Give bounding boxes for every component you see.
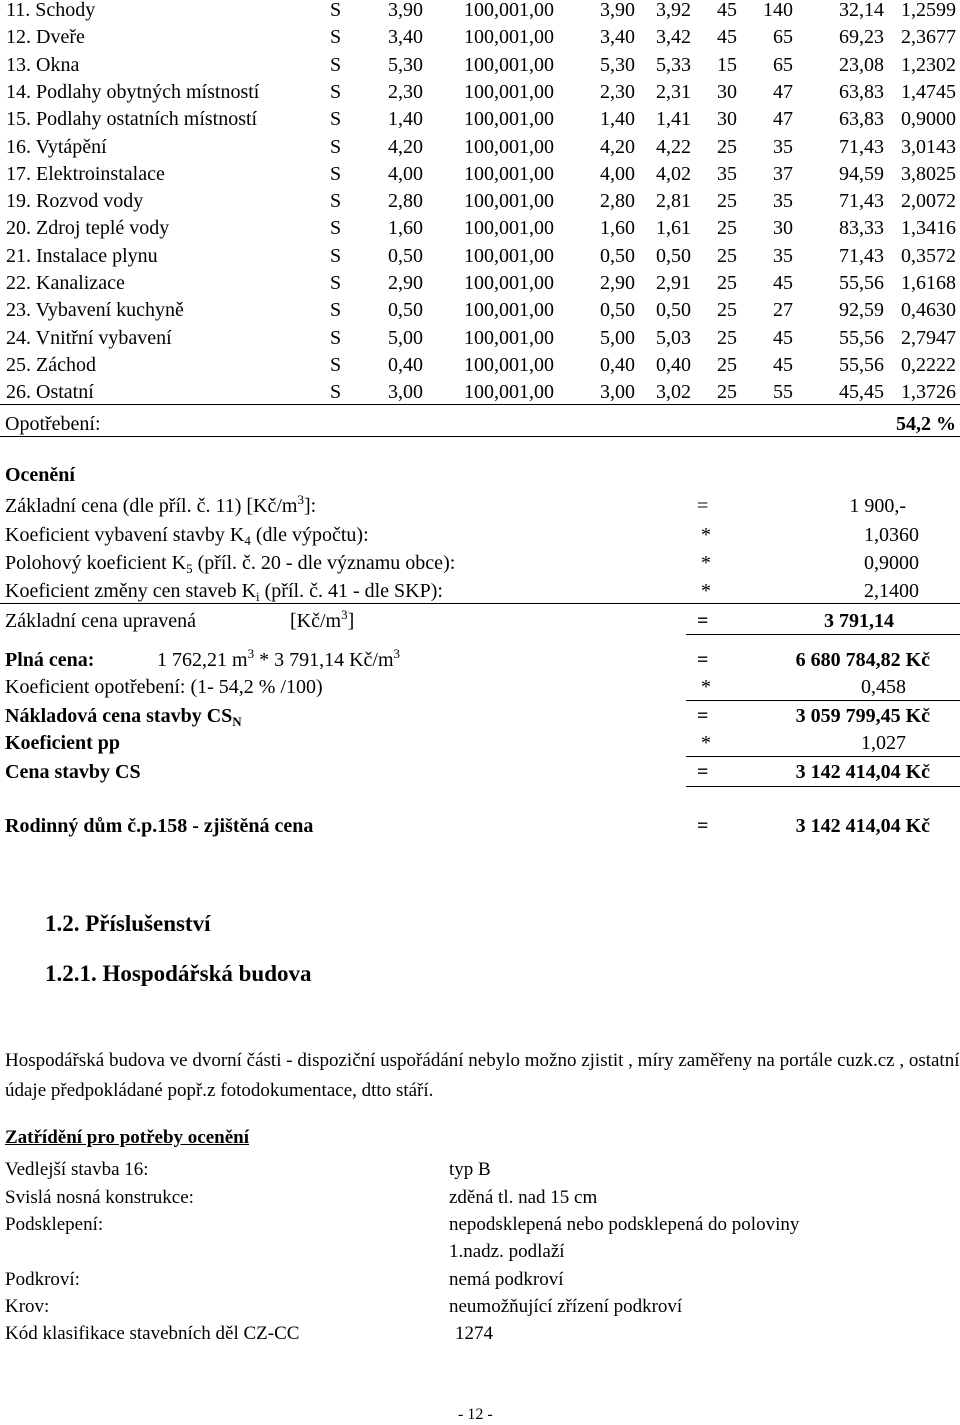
row-value-3: 1,00: [519, 80, 554, 103]
house-price-label: Rodinný dům č.p.158 - zjištěná cena: [5, 815, 314, 837]
pp-label: Koeficient pp: [5, 732, 120, 754]
row-value-3: 1,00: [519, 0, 554, 21]
base-price-op: =: [697, 495, 709, 517]
table-row: [0, 27, 960, 54]
row-value-5: 4,22: [656, 135, 691, 158]
row-value-2: 100,00: [464, 0, 519, 21]
row-value-9: 0,9000: [901, 108, 956, 131]
row-value-3: 1,00: [519, 299, 554, 322]
row-value-2: 100,00: [464, 162, 519, 185]
row-name: 21. Instalace plynu: [6, 244, 158, 267]
wear-rule: [0, 436, 960, 437]
row-value-3: 1,00: [519, 53, 554, 76]
full-price-label: Plná cena:: [5, 649, 95, 671]
row-code: S: [330, 108, 342, 131]
adjusted-op: =: [697, 610, 709, 632]
row-value-7: 45: [773, 272, 793, 294]
row-value-4: 0,40: [600, 353, 635, 376]
row-value-1: 4,00: [388, 162, 423, 185]
row-value-1: 2,80: [388, 190, 423, 213]
row-value-2: 100,00: [464, 299, 519, 322]
row-value-9: 3,0143: [901, 135, 956, 158]
row-value-1: 0,50: [388, 244, 423, 267]
cost-label: Nákladová cena stavby $CS_N$: [5, 705, 242, 729]
row-value-9: 2,3677: [901, 26, 956, 49]
subtotal-rule: [0, 603, 960, 604]
row-value-6: 25: [717, 190, 737, 213]
row-value-2: 100,00: [464, 190, 519, 213]
row-value-5: 2,91: [656, 272, 691, 294]
row-name: 12. Dveře: [6, 26, 85, 49]
row-code: S: [330, 244, 342, 267]
row-value-5: 1,41: [656, 108, 691, 131]
table-row: [0, 246, 960, 273]
row-value-8: 92,59: [839, 299, 884, 322]
row-value-4: 4,20: [600, 135, 635, 158]
row-value-8: 94,59: [839, 162, 884, 185]
row-value-2: 100,00: [464, 244, 519, 267]
class-value-0: typ B: [449, 1159, 491, 1180]
full-price-calc: 1 762,21 $m^3 * 3$ 791,14 $Kč/m^3$: [157, 646, 400, 671]
row-name: 15. Podlahy ostatních místností: [6, 108, 258, 131]
subsection-heading: 1.2.1. Hospodářská budova: [45, 961, 312, 986]
cs-value: 3 142 414,04 Kč: [795, 761, 930, 783]
row-value-7: 35: [773, 244, 793, 267]
base-price-value: 1 900,-: [849, 495, 906, 517]
pp-op: *: [701, 732, 711, 754]
row-value-4: 3,90: [600, 0, 635, 21]
class-label-2: Podsklepení:: [5, 1214, 104, 1235]
adjusted-rule: [686, 634, 960, 635]
row-value-8: 69,23: [839, 26, 884, 49]
class-value-1: zděná tl. nad 15 cm: [449, 1187, 598, 1208]
row-value-5: 2,81: [656, 190, 691, 213]
row-value-6: 15: [717, 53, 737, 76]
house-price-value: 3 142 414,04 Kč: [795, 815, 930, 837]
row-value-6: 30: [717, 108, 737, 131]
row-value-5: 2,31: [656, 80, 691, 103]
row-value-2: 100,00: [464, 26, 519, 49]
row-value-8: 23,08: [839, 53, 884, 76]
wear-label: Opotřebení:: [5, 413, 101, 435]
row-value-4: 0,50: [600, 299, 635, 322]
base-price-label: Základní cena (dle příl. č. 11) $[Kč/m^3]$:: [5, 492, 317, 517]
table-row: [0, 355, 960, 382]
table-row: [0, 328, 960, 355]
row-value-5: 3,92: [656, 0, 691, 21]
row-value-5: 5,03: [656, 326, 691, 349]
class-value-2: nepodsklepená nebo podsklepená do poloviny: [449, 1214, 800, 1235]
row-value-6: 25: [717, 326, 737, 349]
row-value-9: 0,3572: [901, 244, 956, 267]
k5-op: *: [701, 552, 711, 574]
row-value-5: 3,42: [656, 26, 691, 49]
class-label-3: Podkroví:: [5, 1269, 80, 1290]
row-value-2: 100,00: [464, 353, 519, 376]
row-value-1: 3,00: [388, 381, 423, 404]
row-value-1: 3,40: [388, 26, 423, 49]
row-value-3: 1,00: [519, 217, 554, 240]
row-value-6: 25: [717, 244, 737, 267]
row-value-9: 1,3726: [901, 381, 956, 404]
row-value-6: 25: [717, 135, 737, 158]
k4-op: *: [701, 524, 711, 546]
row-value-3: 1,00: [519, 353, 554, 376]
row-code: S: [330, 381, 342, 404]
row-name: 22. Kanalizace: [6, 272, 125, 294]
row-value-9: 1,6168: [901, 272, 956, 294]
row-code: S: [330, 326, 342, 349]
k5-label: Polohový koeficient $K_5$ (příl. č. 20 - dle významu obce):: [5, 552, 456, 576]
row-value-1: 3,90: [388, 0, 423, 21]
row-value-1: 2,90: [388, 272, 423, 294]
row-value-8: 55,56: [839, 326, 884, 349]
row-value-8: 63,83: [839, 108, 884, 131]
row-value-9: 0,2222: [901, 353, 956, 376]
cost-value: 3 059 799,45 Kč: [795, 705, 930, 727]
row-value-2: 100,00: [464, 272, 519, 294]
row-value-4: 2,30: [600, 80, 635, 103]
table-row: [0, 82, 960, 109]
row-value-3: 1,00: [519, 190, 554, 213]
table-row: [0, 137, 960, 164]
row-value-7: 65: [773, 26, 793, 49]
row-code: S: [330, 162, 342, 185]
class-label-5: Kód klasifikace stavebních děl CZ-CC: [5, 1323, 300, 1344]
cs-label: Cena stavby CS: [5, 761, 141, 783]
row-value-4: 5,30: [600, 53, 635, 76]
row-value-7: 45: [773, 326, 793, 349]
row-value-7: 47: [773, 80, 793, 103]
ki-value: 2,1400: [864, 580, 919, 602]
wear-value: 54,2 %: [896, 413, 956, 435]
class-label-0: Vedlejší stavba 16:: [5, 1159, 149, 1180]
row-value-1: 0,50: [388, 299, 423, 322]
row-code: S: [330, 190, 342, 213]
cost-op: =: [697, 705, 709, 727]
row-name: 23. Vybavení kuchyně: [6, 299, 184, 322]
row-value-4: 2,90: [600, 272, 635, 294]
row-value-4: 5,00: [600, 326, 635, 349]
row-value-6: 25: [717, 272, 737, 294]
row-value-7: 140: [763, 0, 793, 21]
row-value-1: 5,00: [388, 326, 423, 349]
ki-op: *: [701, 580, 711, 602]
row-value-2: 100,00: [464, 326, 519, 349]
cs-op: =: [697, 761, 709, 783]
row-value-7: 35: [773, 190, 793, 213]
row-name: 13. Okna: [6, 53, 80, 76]
row-code: S: [330, 217, 342, 240]
row-value-6: 30: [717, 80, 737, 103]
row-value-8: 63,83: [839, 80, 884, 103]
table-row: [0, 218, 960, 245]
row-value-4: 4,00: [600, 162, 635, 185]
class-label-4: Krov:: [5, 1296, 50, 1317]
row-value-3: 1,00: [519, 326, 554, 349]
class-value-4: neumožňující zřízení podkroví: [449, 1296, 683, 1317]
row-value-1: 4,20: [388, 135, 423, 158]
class-value-5: 1274: [455, 1323, 493, 1344]
row-value-2: 100,00: [464, 217, 519, 240]
row-value-2: 100,00: [464, 381, 519, 404]
row-name: 25. Záchod: [6, 353, 96, 376]
page-number: - 12 -: [458, 1406, 493, 1423]
row-value-8: 71,43: [839, 244, 884, 267]
wear-coef-label: Koeficient opotřebení: (1- 54,2 % /100): [5, 676, 323, 698]
row-value-2: 100,00: [464, 53, 519, 76]
row-name: 26. Ostatní: [6, 381, 94, 404]
adjusted-unit: $[Kč/m^3]$: [290, 607, 355, 632]
row-value-3: 1,00: [519, 162, 554, 185]
row-value-1: 2,30: [388, 80, 423, 103]
row-name: 11. Schody: [6, 0, 96, 21]
row-value-3: 1,00: [519, 381, 554, 404]
row-value-1: 0,40: [388, 353, 423, 376]
row-code: S: [330, 80, 342, 103]
classification-heading: Zatřídění pro potřeby ocenění: [5, 1127, 250, 1148]
row-value-5: 3,02: [656, 381, 691, 404]
full-price-value: 6 680 784,82 Kč: [795, 649, 930, 671]
row-value-9: 1,2302: [901, 53, 956, 76]
row-value-7: 30: [773, 217, 793, 240]
wear-coef-value: 0,458: [861, 676, 906, 698]
row-value-8: 71,43: [839, 190, 884, 213]
row-value-7: 27: [773, 299, 793, 322]
row-value-4: 0,50: [600, 244, 635, 267]
row-value-9: 2,0072: [901, 190, 956, 213]
k5-value: 0,9000: [864, 552, 919, 574]
adjusted-label: Základní cena upravená: [5, 610, 197, 632]
pp-value: 1,027: [861, 732, 906, 754]
row-value-8: 55,56: [839, 353, 884, 376]
adjusted-value: 3 791,14: [824, 610, 894, 632]
row-value-5: 0,50: [656, 299, 691, 322]
row-name: 19. Rozvod vody: [6, 190, 144, 213]
k4-value: 1,0360: [864, 524, 919, 546]
row-value-6: 25: [717, 381, 737, 404]
row-value-7: 37: [773, 162, 793, 185]
row-name: 17. Elektroinstalace: [6, 162, 165, 185]
table-row: [0, 109, 960, 136]
row-value-9: 0,4630: [901, 299, 956, 322]
table-row: [0, 300, 960, 327]
row-value-4: 1,40: [600, 108, 635, 131]
class-value-2b: 1.nadz. podlaží: [449, 1241, 565, 1262]
table-row: [0, 0, 960, 27]
row-code: S: [330, 299, 342, 322]
row-value-3: 1,00: [519, 26, 554, 49]
row-value-8: 45,45: [839, 381, 884, 404]
wear-coef-op: *: [701, 676, 711, 698]
row-value-6: 25: [717, 299, 737, 322]
table-row: [0, 382, 960, 409]
row-value-5: 4,02: [656, 162, 691, 185]
row-code: S: [330, 53, 342, 76]
table-row: [0, 273, 960, 300]
section-heading: 1.2. Příslušenství: [45, 911, 211, 936]
row-value-6: 25: [717, 217, 737, 240]
row-value-8: 32,14: [839, 0, 884, 21]
row-code: S: [330, 272, 342, 294]
row-value-3: 1,00: [519, 272, 554, 294]
row-value-7: 55: [773, 381, 793, 404]
row-value-7: 35: [773, 135, 793, 158]
description-paragraph: Hospodářská budova ve dvorní části - dispoziční uspořádání nebylo možno zjistit , míry zaměřeny na portále cuzk.cz , ostatní údaje předpokládané popř.z fotodokumentace, dtto stáří.: [5, 1050, 960, 1101]
row-code: S: [330, 0, 342, 21]
full-price-op: =: [697, 649, 709, 671]
row-value-4: 3,00: [600, 381, 635, 404]
valuation-heading: Ocenění: [5, 464, 75, 486]
row-value-7: 45: [773, 353, 793, 376]
row-value-2: 100,00: [464, 108, 519, 131]
row-value-4: 2,80: [600, 190, 635, 213]
row-value-1: 1,40: [388, 108, 423, 131]
k4-label: Koeficient vybavení stavby $K_4$ (dle výpočtu):: [5, 524, 369, 548]
row-value-3: 1,00: [519, 135, 554, 158]
row-name: 16. Vytápění: [6, 135, 107, 158]
row-value-6: 45: [717, 0, 737, 21]
table-row: [0, 191, 960, 218]
row-value-9: 3,8025: [901, 162, 956, 185]
row-code: S: [330, 135, 342, 158]
row-value-6: 35: [717, 162, 737, 185]
house-price-op: =: [697, 815, 709, 837]
table-row: [0, 164, 960, 191]
table-rule: [0, 404, 960, 405]
row-value-5: 1,61: [656, 217, 691, 240]
row-value-5: 0,40: [656, 353, 691, 376]
row-value-4: 1,60: [600, 217, 635, 240]
row-value-5: 0,50: [656, 244, 691, 267]
row-name: 20. Zdroj teplé vody: [6, 217, 170, 240]
row-value-5: 5,33: [656, 53, 691, 76]
row-value-9: 2,7947: [901, 326, 956, 349]
row-name: 24. Vnitřní vybavení: [6, 326, 172, 349]
row-value-7: 65: [773, 53, 793, 76]
row-value-9: 1,4745: [901, 80, 956, 103]
row-value-3: 1,00: [519, 108, 554, 131]
row-value-2: 100,00: [464, 135, 519, 158]
row-value-7: 47: [773, 108, 793, 131]
row-code: S: [330, 26, 342, 49]
row-value-8: 55,56: [839, 272, 884, 294]
row-value-8: 71,43: [839, 135, 884, 158]
row-value-1: 1,60: [388, 217, 423, 240]
row-value-1: 5,30: [388, 53, 423, 76]
row-value-2: 100,00: [464, 80, 519, 103]
ki-label: Koeficient změny cen staveb $K_i$ (příl. č. 41 - dle SKP):: [5, 580, 443, 604]
row-value-9: 1,3416: [901, 217, 956, 240]
row-value-8: 83,33: [839, 217, 884, 240]
class-label-1: Svislá nosná konstrukce:: [5, 1187, 194, 1208]
row-name: 14. Podlahy obytných místností: [6, 80, 260, 103]
row-value-4: 3,40: [600, 26, 635, 49]
row-value-6: 25: [717, 353, 737, 376]
row-value-9: 1,2599: [901, 0, 956, 21]
table-row: [0, 55, 960, 82]
class-value-3: nemá podkroví: [449, 1269, 564, 1290]
pp-rule: [686, 756, 960, 757]
row-code: S: [330, 353, 342, 376]
row-value-6: 45: [717, 26, 737, 49]
row-value-3: 1,00: [519, 244, 554, 267]
cs-rule: [686, 786, 960, 787]
wear-coef-rule: [686, 700, 960, 701]
